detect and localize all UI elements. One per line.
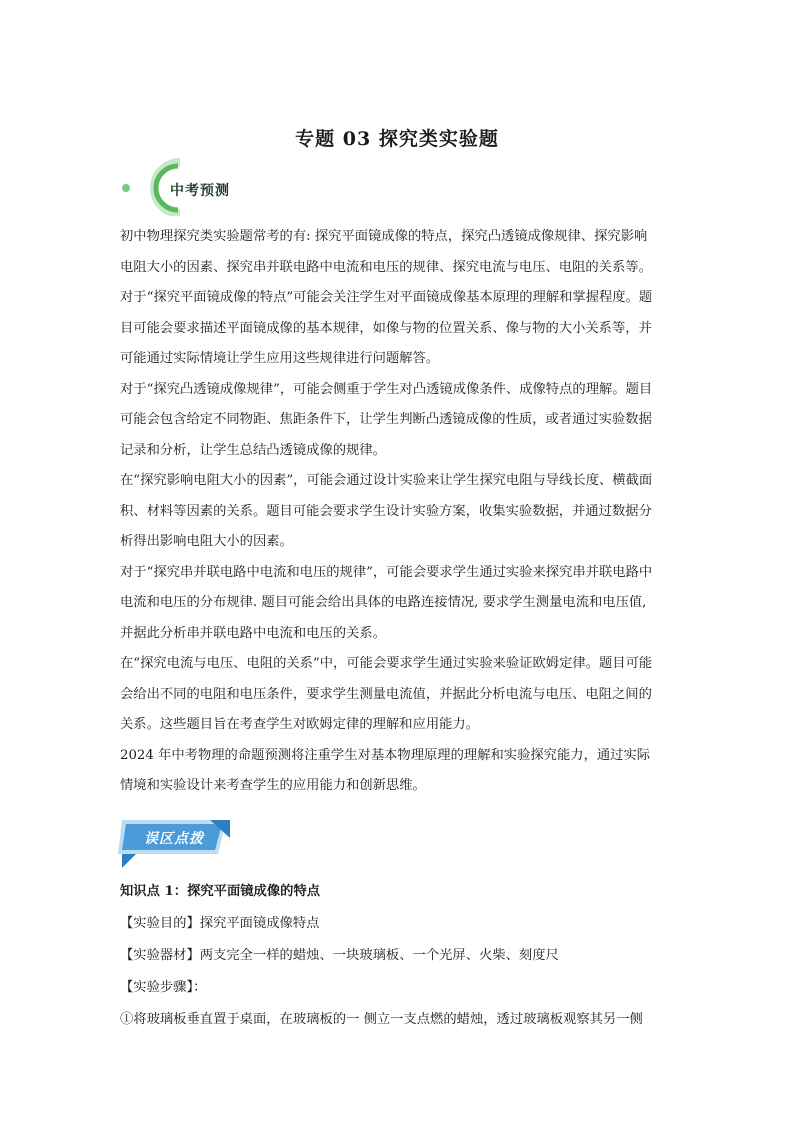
intro-line: 初中物理探究类实验题常考的有: 探究平面镜成像的特点，探究凸透镜成像规律、探究影响 <box>120 229 648 244</box>
knowledge-point-heading: 知识点 1：探究平面镜成像的特点 <box>120 884 321 899</box>
intro-line: 电流和电压的分布规律. 题目可能会给出具体的电路连接情况, 要求学生测量电流和电压值, <box>120 595 647 610</box>
intro-line: 目可能会要求描述平面镜成像的基本规律，如像与物的位置关系、像与物的大小关系等，并 <box>120 320 652 336</box>
experiment-purpose: 【实验目的】探究平面镜成像特点 <box>120 916 320 931</box>
intro-line: 对于“探究凸透镜成像规律”，可能会侧重于学生对凸透镜成像条件、成像特点的理解。题目 <box>120 381 653 397</box>
knowledge-point-section <box>120 876 680 1036</box>
intro-line: 2024 年中考物理的命题预测将注重学生对基本物理原理的理解和实验探究能力，通过实际 <box>120 747 651 763</box>
intro-line: 可能通过实际情境让学生应用这些规律进行问题解答。 <box>120 351 440 366</box>
intro-line: 对于“探究平面镜成像的特点”可能会关注学生对平面镜成像基本原理的理解和掌握程度。题 <box>120 290 653 305</box>
intro-line: 对于“探究串并联电路中电流和电压的规律”，可能会要求学生通过实验来探究串并联电路中 <box>120 564 653 580</box>
intro-line: 记录和分析，让学生总结凸透镜成像的规律。 <box>120 442 386 458</box>
intro-line: 情境和实验设计来考查学生的应用能力和创新思维。 <box>120 778 426 793</box>
prediction-badge-label: 中考预测 <box>170 183 230 199</box>
intro-line: 关系。这些题目旨在考查学生对欧姆定律的理解和应用能力。 <box>120 717 480 732</box>
intro-line: 并据此分析串并联电路中电流和电压的关系。 <box>120 625 386 641</box>
experiment-materials: 【实验器材】两支完全一样的蜡烛、一块玻璃板、一个光屏、火柴、刻度尺 <box>120 948 559 963</box>
page-title: 专题 03 探究类实验题 <box>295 128 499 150</box>
intro-line: 在“探究影响电阻大小的因素”，可能会通过设计实验来让学生探究电阻与导线长度、横截面 <box>120 473 653 488</box>
intro-text <box>120 222 680 802</box>
experiment-steps-label: 【实验步骤】： <box>120 980 207 995</box>
intro-line: 积、材料等因素的关系。题目可能会要求学生设计实验方案，收集实验数据，并通过数据分 <box>120 503 652 519</box>
intro-line: 在“探究电流与电压、电阻的关系”中，可能会要求学生通过实验来验证欧姆定律。题目可能 <box>120 656 653 671</box>
intro-line: 析得出影响电阻大小的因素。 <box>120 534 293 549</box>
intro-line: 电阻大小的因素、探究串并联电路中电流和电压的规律、探究电流与电压、电阻的关系等。 <box>120 259 652 275</box>
experiment-step-1: ①将玻璃板垂直置于桌面，在玻璃板的一 侧立一支点燃的蜡烛，透过玻璃板观察其另一侧 <box>120 1012 643 1027</box>
misconception-badge-label: 误区点拨 <box>144 831 204 847</box>
intro-line: 可能会包含给定不同物距、焦距条件下，让学生判断凸透镜成像的性质，或者通过实验数据 <box>120 412 652 427</box>
intro-line: 会给出不同的电阻和电压条件，要求学生测量电流值，并据此分析电流与电压、电阻之间的 <box>120 686 652 702</box>
